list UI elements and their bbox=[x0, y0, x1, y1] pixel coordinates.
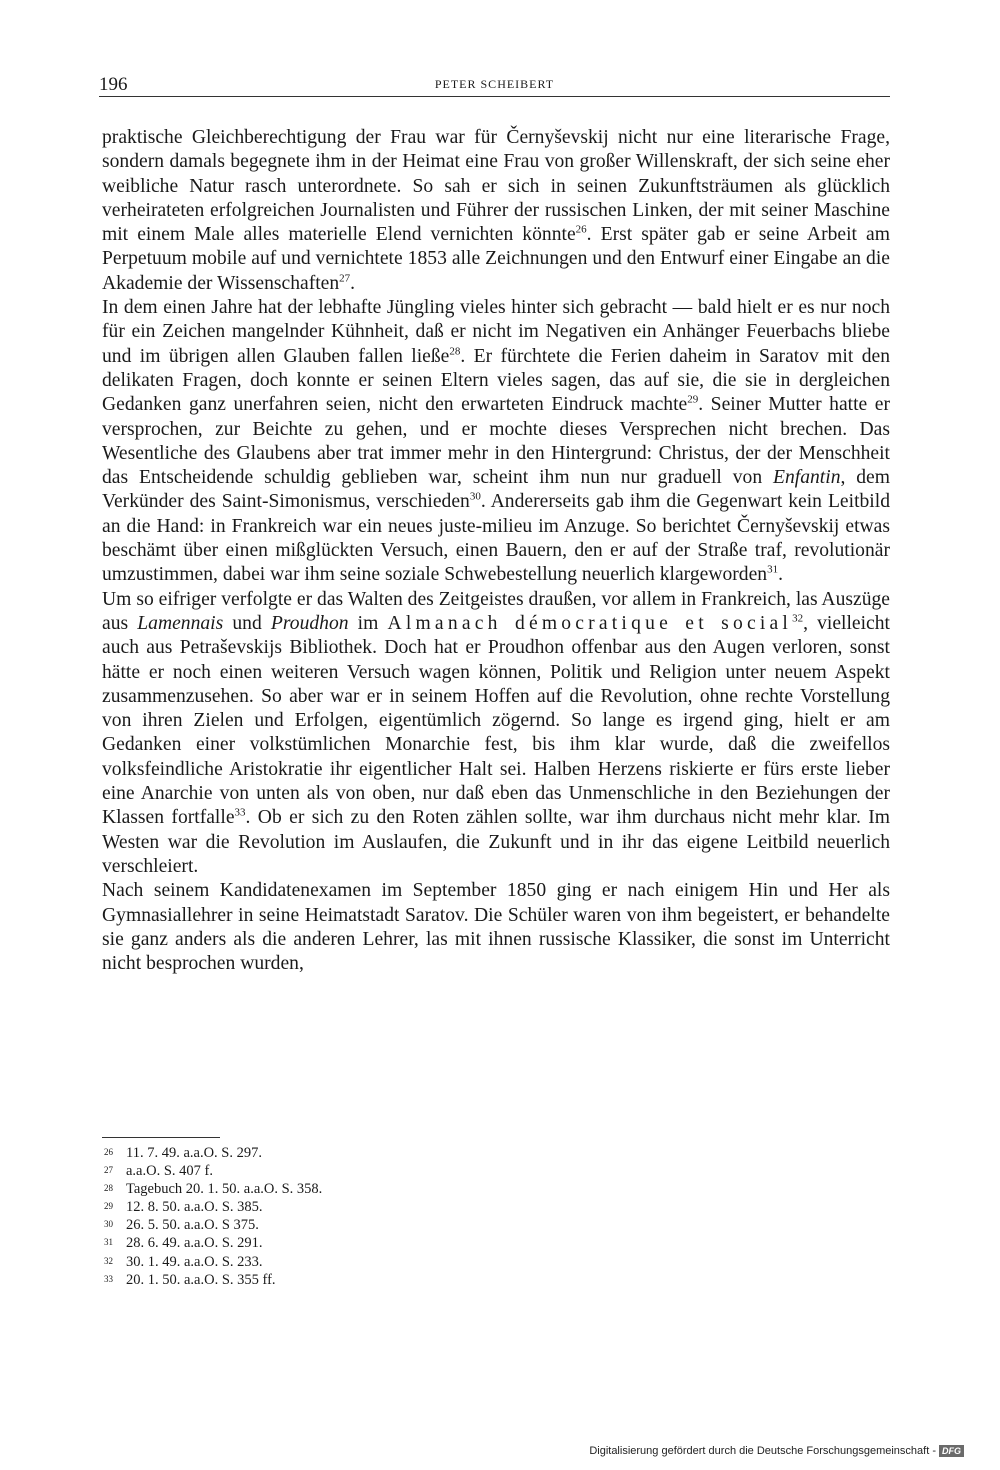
footnote-ref: 26 bbox=[575, 223, 587, 236]
footnote-text: 12. 8. 50. a.a.O. S. 385. bbox=[126, 1199, 263, 1216]
footnote bbox=[104, 1180, 322, 1198]
footnote-number: 26 bbox=[104, 1147, 113, 1157]
paragraph-4: Nach seinem Kandidatenexamen im September 1850 ging er nach einigem Hin und Her als Gymnasiallehrer in seine Heimatstadt Saratov. Die Schüler waren von ihm begeistert, er behandelte sie ganz anders als die anderen Lehrer, las mit ihnen russische Klassiker, die sonst im Unterricht nicht besprochen wurden, bbox=[102, 880, 890, 975]
footnote bbox=[104, 1162, 322, 1180]
footnote-text: 26. 5. 50. a.a.O. S 375. bbox=[126, 1217, 259, 1234]
footnote-number: 30 bbox=[104, 1219, 113, 1230]
footnote-number: 33 bbox=[104, 1273, 113, 1284]
italic-name: Proudhon bbox=[270, 612, 349, 634]
footnote-ref: 27 bbox=[339, 272, 351, 285]
paragraph-1: praktische Gleichberechtigung der Frau war für Černyševskij nicht nur eine literarische Frage, sondern damals begegnete ihm in der Heimat eine Frau von großer Willenskraft, der sich seine eher weibliche Natur rasch unterordnete. So sah er sich in seinen Zukunftsträumen als glücklich verheirateten erfolgreichen Journalisten und Führer der russischen Linken, der mit seiner Maschine mit einem Male alles materielle Elend vernichten könnte$^{26}$. Erst später gab er seine Arbeit am Perpetuum mobile auf und vernichtete 1853 alle Zeichnungen und den Entwurf einer Eingabe an die Akademie der Wissenschaften$^{27}$. bbox=[102, 127, 890, 294]
spaced-title: Almanach démocratique et social bbox=[387, 612, 793, 634]
footnote bbox=[104, 1198, 322, 1216]
footnote-text: a.a.O. S. 407 f. bbox=[126, 1163, 213, 1180]
italic-name: Lamennais bbox=[137, 612, 224, 634]
paragraph-2: In dem einen Jahre hat der lebhafte Jüngling vieles hinter sich gebracht — bald hielt er es nur noch für ein Zeichen mangelnder Kühnheit, daß er nicht im Negativen ein Anhänger Feuerbachs bliebe und im übrigen allen Glauben fallen ließe$^{28}$. Er fürchtete die Ferien daheim in Saratov mit den delikaten Fragen, doch konnte er seinen Eltern vieles sagen, das auf sie, die sie in dergleichen Gedanken ganz unerfahren seien, nicht den erwarteten Eindruck machte$^{29}$. Seiner Mutter hatte er versprochen, zur Beichte zu gehen, und er mochte dieses Versprechen nicht brechen. Das Wesentliche des Glaubens aber trat immer mehr in den Hintergrund: Christus, der der Menschheit das Entscheidende schuldig geblieben war, scheint ihm nun nur graduell von Enfantin, dem Verkünder des Saint-Simonismus, verschieden$^{30}$. Andererseits gab ihm die Gegenwart kein Leitbild an die Hand: in Frankreich war ein neues juste-milieu im Anzuge. So berichtet Černyševskij etwas beschämt über einen mißglückten Versuch, einen Bauern, den er auf der Straße traf, revolutionär umzustimmen, dabei war ihm seine soziale Schwebestellung neuerlich klargeworden$^{31}$. bbox=[102, 297, 890, 586]
footnote-number: 27 bbox=[104, 1165, 113, 1176]
digitization-text: Digitalisierung gefördert durch die Deutsche Forschungsgemeinschaft - bbox=[589, 1445, 936, 1457]
footnotes bbox=[104, 1144, 322, 1289]
digitization-notice bbox=[589, 1445, 964, 1457]
footnote-ref: 31 bbox=[767, 563, 779, 576]
paragraph-3: Um so eifriger verfolgte er das Walten des Zeitgeistes draußen, vor allem in Frankreich, las Auszüge aus Lamennais und Proudhon im Almanach démocratique et social$^{32}$, vielleicht auch aus Petraševskijs Bibliothek. Doch hat er Proudhon offenbar aus den Augen verloren, sonst hätte er noch einen weiteren Versuch wagen können, Politik und Religion unter neuem Aspekt zusammenzusehen. So aber war er in seinem Hoffen auf die Revolution, ohne rechte Vorstellung von ihren Zielen und Erfolgen, eigentümlich zögernd. So lange es irgend ging, hielt er am Gedanken einer volkstümlichen Monarchie fest, bis ihm klar wurde, daß die zweifellos volksfeindliche Aristokratie ihr eigentlicher Halt sei. Halben Herzens riskierte er fürs erste lieber eine Anarchie von unten als von oben, nur daß eben das Unmenschliche in den Beziehungen der Klassen fortfalle$^{33}$. Ob er sich zu den Roten zählen sollte, war ihm durchaus nicht mehr klar. Im Westen war die Revolution im Auslaufen, die Zukunft und in ihr das eigene Leitbild neuerlich verschleiert. bbox=[102, 588, 891, 877]
footnote bbox=[104, 1271, 322, 1289]
footnote-text: Tagebuch 20. 1. 50. a.a.O. S. 358. bbox=[126, 1181, 323, 1198]
footnote-ref: 29 bbox=[687, 393, 699, 406]
footnote-number: 32 bbox=[104, 1255, 113, 1266]
footnote-number: 31 bbox=[104, 1237, 113, 1248]
footnote bbox=[104, 1253, 322, 1271]
running-head-author: PETER SCHEIBERT bbox=[434, 77, 555, 91]
footnote-number: 28 bbox=[104, 1183, 113, 1194]
footnote-text: 20. 1. 50. a.a.O. S. 355 ff. bbox=[126, 1271, 276, 1288]
footnote-divider bbox=[102, 1137, 220, 1138]
italic-name: Enfantin bbox=[773, 467, 841, 489]
dfg-logo-icon: DFG bbox=[939, 1445, 964, 1457]
footnote-ref: 33 bbox=[234, 806, 246, 819]
footnote-text: 28. 6. 49. a.a.O. S. 291. bbox=[126, 1235, 263, 1252]
footnote bbox=[104, 1216, 322, 1234]
footnote bbox=[104, 1144, 322, 1162]
footnote-ref: 32 bbox=[792, 612, 804, 625]
footnote-ref: 28 bbox=[449, 345, 461, 358]
page-number: 196 bbox=[99, 74, 128, 95]
footnote-ref: 30 bbox=[469, 490, 481, 503]
footnote-text: 11. 7. 49. a.a.O. S. 297. bbox=[126, 1145, 262, 1161]
footnote-text: 30. 1. 49. a.a.O. S. 233. bbox=[126, 1253, 263, 1270]
body-text bbox=[102, 126, 890, 976]
footnote bbox=[104, 1234, 322, 1252]
footnote-number: 29 bbox=[104, 1201, 113, 1212]
running-header bbox=[99, 72, 890, 97]
